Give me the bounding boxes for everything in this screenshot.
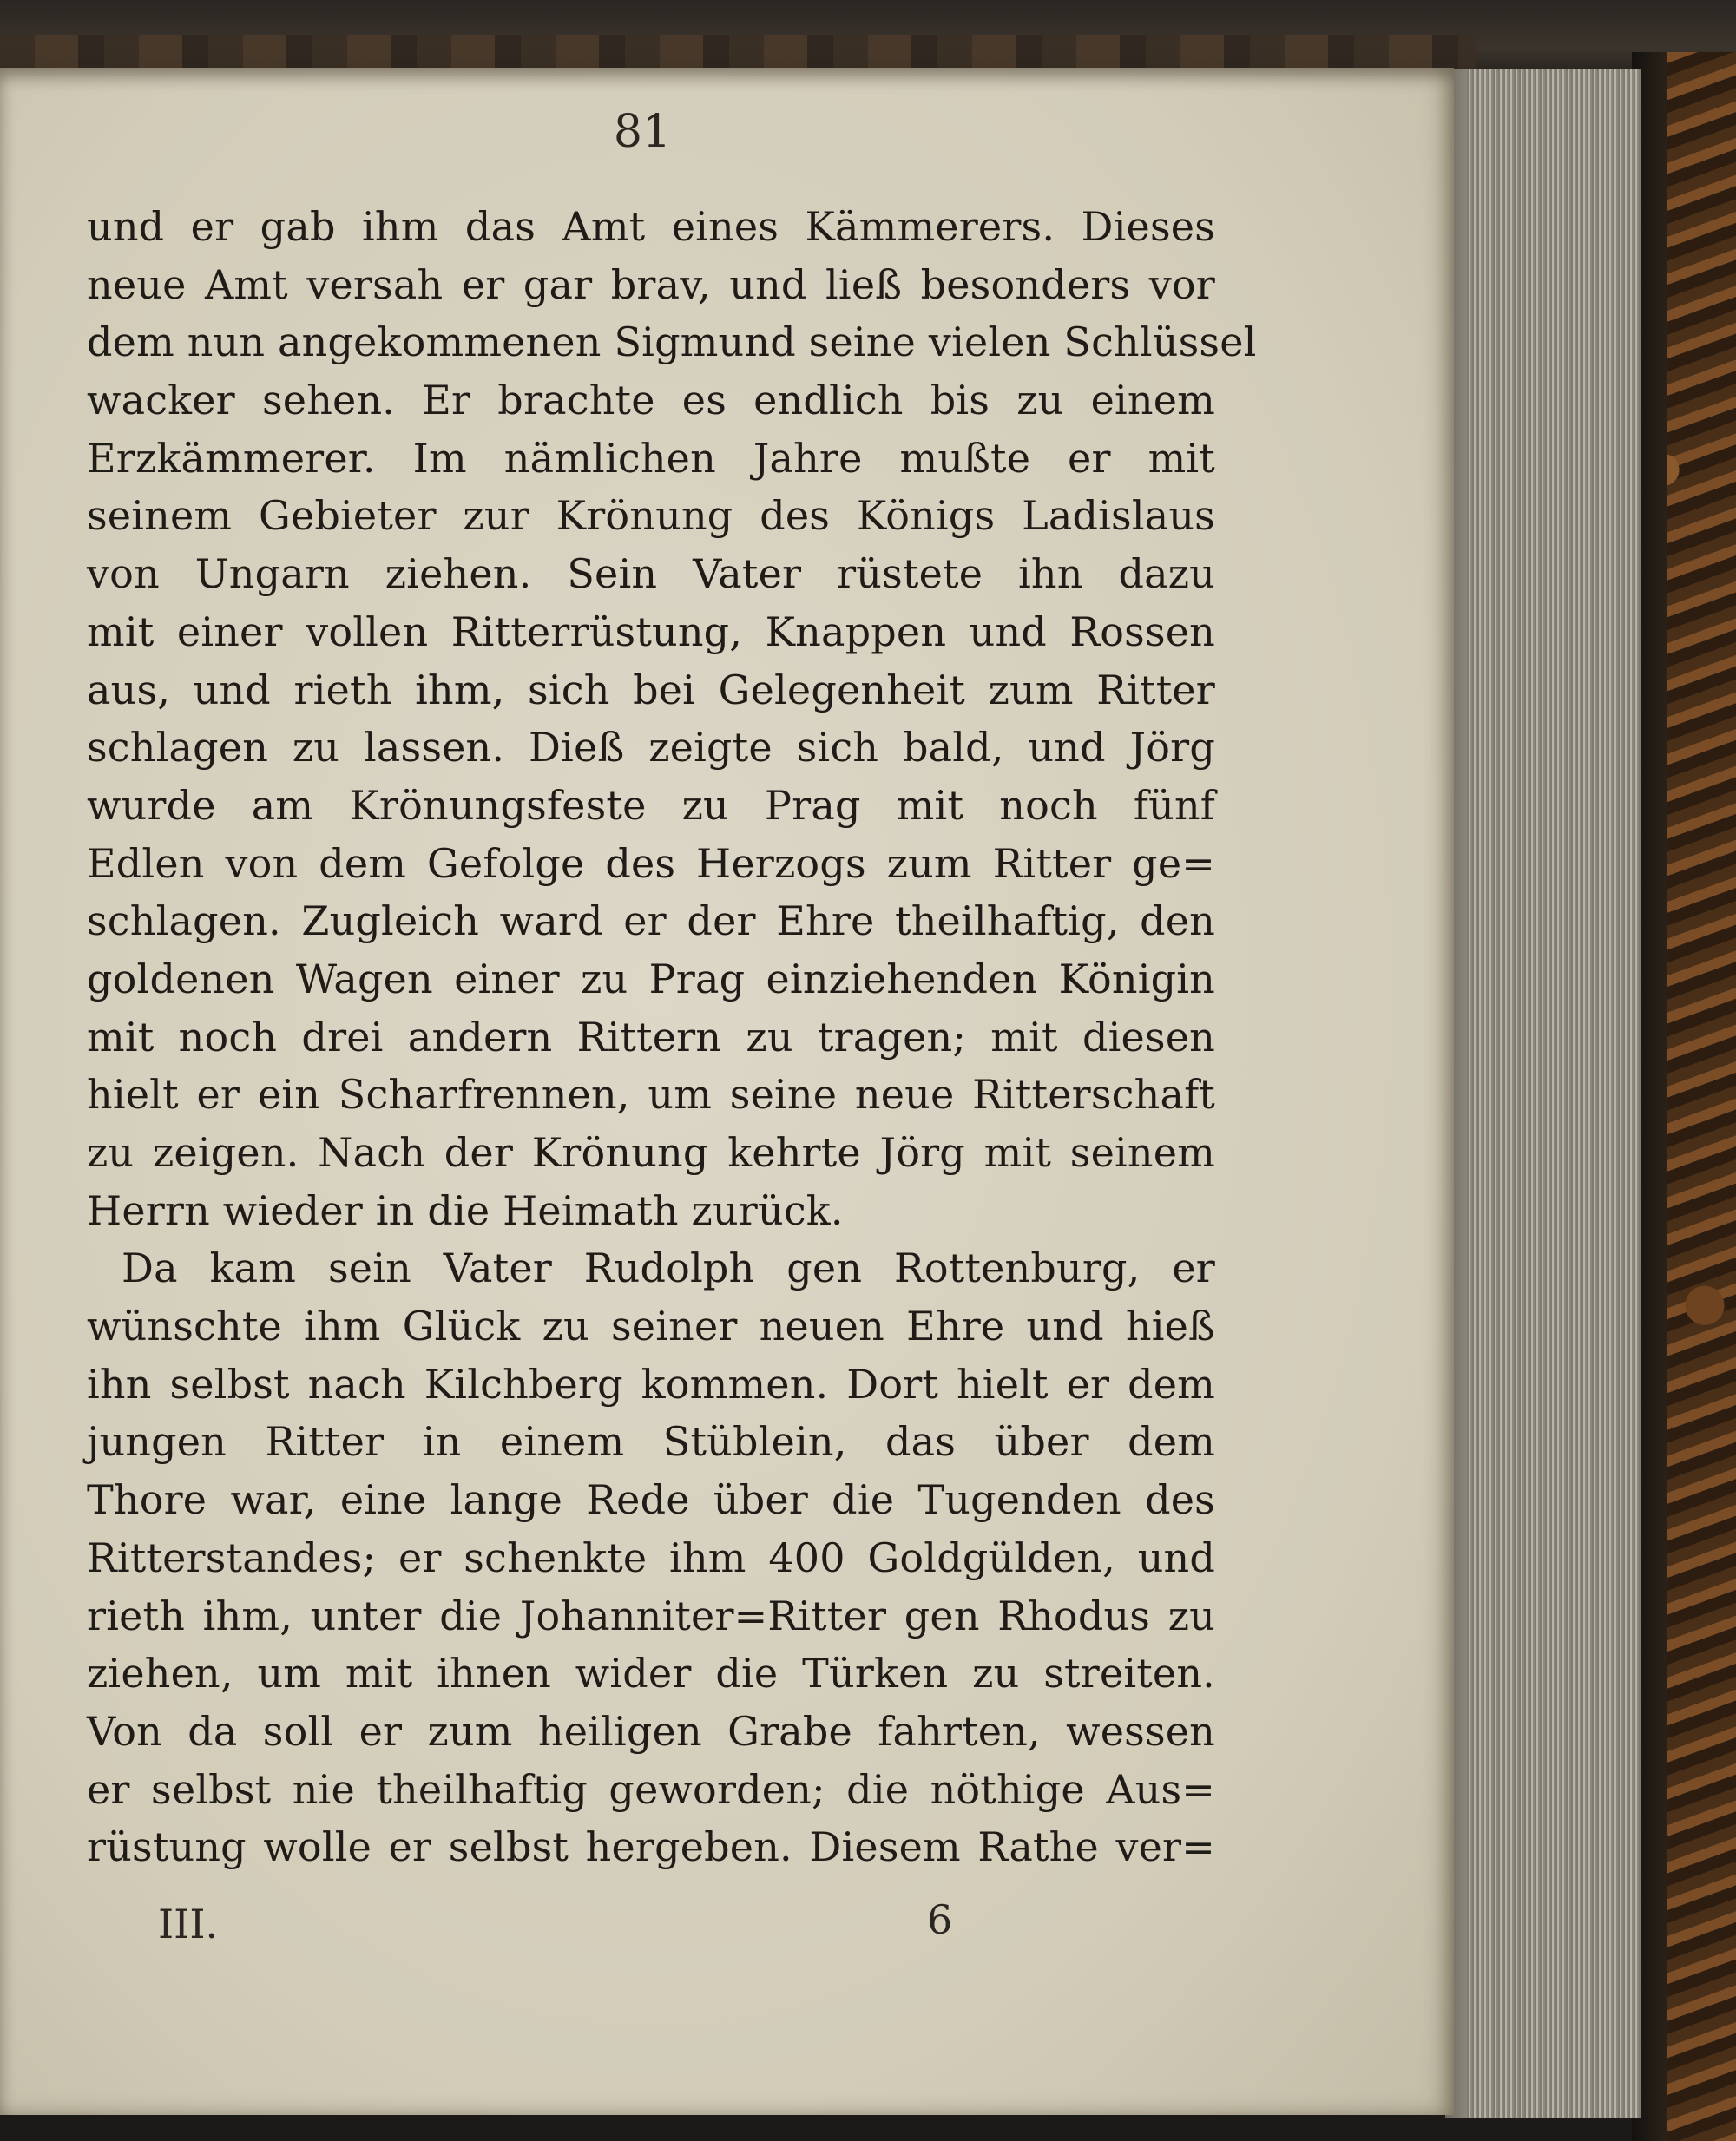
text-line: Thore war, eine lange Rede über die Tugenden des xyxy=(87,1476,1215,1524)
text-line: jungen Ritter in einem Stüblein, das über dem xyxy=(87,1418,1215,1466)
text-line: mit noch drei andern Rittern zu tragen; mit diesen xyxy=(87,1013,1215,1061)
text-line: wacker sehen. Er brachte es endlich bis zu einem xyxy=(87,377,1215,424)
text-line: dem nun angekommenen Sigmund seine vielen Schlüssel xyxy=(87,319,1257,366)
text-line: rieth ihm, unter die Johanniter=Ritter gen Rhodus zu xyxy=(87,1592,1215,1639)
text-line: Erzkämmerer. Im nämlichen Jahre mußte er mit xyxy=(87,434,1215,482)
page-number: 81 xyxy=(613,106,672,158)
text-line: ziehen, um mit ihnen wider die Türken zu streiten. xyxy=(87,1650,1215,1698)
text-line: wurde am Krönungsfeste zu Prag mit noch fünf xyxy=(87,781,1215,829)
text-line: zu zeigen. Nach der Krönung kehrte Jörg mit seinem xyxy=(87,1129,1215,1176)
text-line: Edlen von dem Gefolge des Herzogs zum Ritter ge= xyxy=(87,839,1215,887)
text-line: aus, und rieth ihm, sich bei Gelegenheit zum Ritter xyxy=(87,666,1215,713)
text-line: schlagen. Zugleich ward er der Ehre theilhaftig, den xyxy=(87,897,1215,945)
body-text xyxy=(87,198,1257,1876)
text-line: neue Amt versah er gar brav, und ließ besonders vor xyxy=(87,260,1215,308)
text-line: rüstung wolle er selbst hergeben. Diesem Rathe ver= xyxy=(87,1823,1215,1871)
text-line: hielt er ein Scharfrennen, um seine neue Ritterschaft xyxy=(87,1071,1215,1119)
text-line: goldenen Wagen einer zu Prag einziehenden Königin xyxy=(87,955,1215,1002)
text-line: Von da soll er zum heiligen Grabe fahrten, wessen xyxy=(87,1707,1215,1755)
sheet-number: 6 xyxy=(927,1896,953,1943)
page-block-edges xyxy=(1467,69,1641,2118)
text-line: seinem Gebieter zur Krönung des Königs Ladislaus xyxy=(87,492,1215,540)
text-line: schlagen zu lassen. Dieß zeigte sich bald, und Jörg xyxy=(87,724,1215,772)
text-line: Da kam sein Vater Rudolph gen Rottenburg, er xyxy=(122,1245,1215,1292)
text-line: Ritterstandes; er schenkte ihm 400 Goldgülden, und xyxy=(87,1534,1215,1581)
text-line: ihn selbst nach Kilchberg kommen. Dort hielt er dem xyxy=(87,1360,1215,1408)
signature-mark: III. xyxy=(158,1901,219,1947)
text-line: von Ungarn ziehen. Sein Vater rüstete ihn dazu xyxy=(87,550,1215,598)
text-line: Herrn wieder in die Heimath zurück. xyxy=(87,1186,844,1234)
book-cover-stripe xyxy=(0,35,1476,69)
text-line: mit einer vollen Ritterrüstung, Knappen und Rossen xyxy=(87,607,1215,655)
text-line: und er gab ihm das Amt eines Kämmerers. Dieses xyxy=(87,203,1215,250)
text-line: er selbst nie theilhaftig geworden; die nöthige Aus= xyxy=(87,1765,1215,1813)
text-line: wünschte ihm Glück zu seiner neuen Ehre und hieß xyxy=(87,1303,1215,1350)
